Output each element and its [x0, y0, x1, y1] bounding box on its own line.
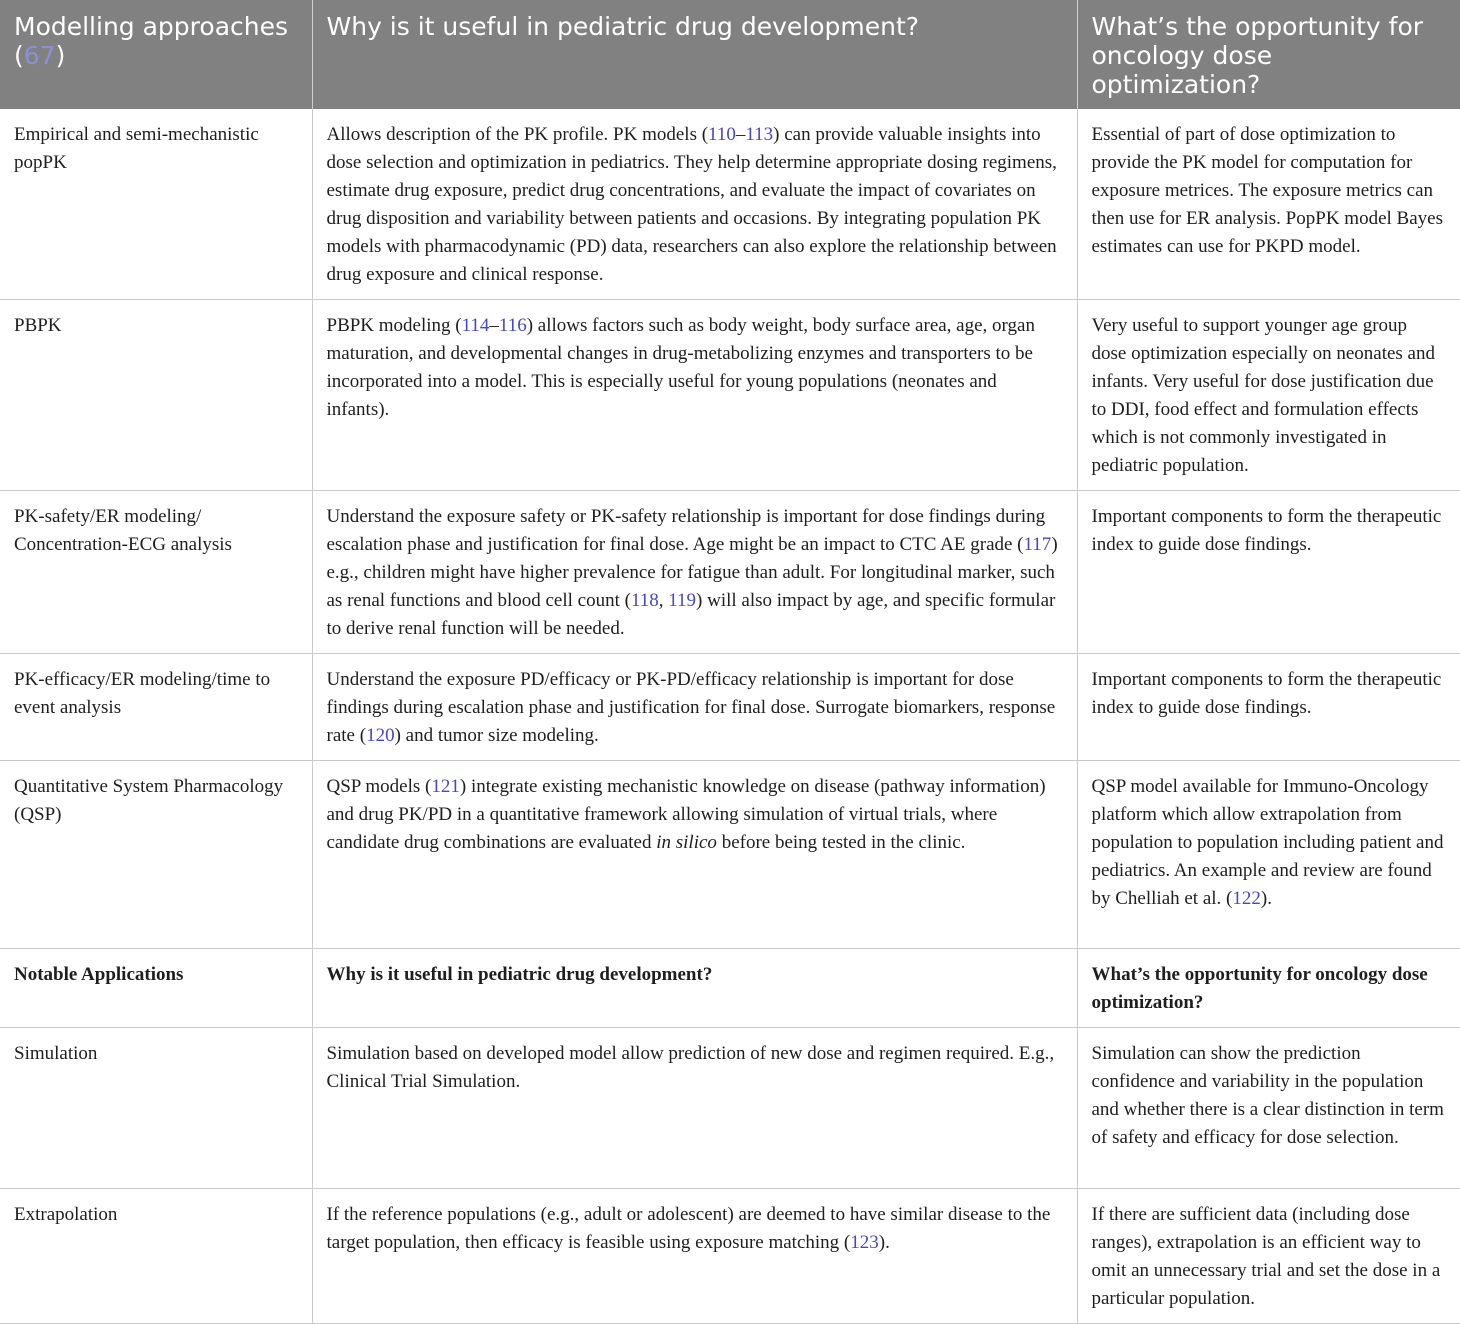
approach-cell: Empirical and semi-mechanistic popPK	[0, 109, 312, 300]
why-text: Allows description of the PK profile. PK models (	[326, 124, 709, 145]
ref-link[interactable]: 113	[745, 124, 774, 145]
approach-cell: PK-efficacy/ER modeling/time to event analysis	[0, 654, 312, 761]
ref-separator: ,	[658, 590, 669, 611]
why-text: ).	[878, 1232, 890, 1253]
why-text: ) will also impact by age, and specific formular to derive renal function will be needed.	[326, 590, 1056, 639]
ref-dash: –	[489, 315, 499, 336]
header-row	[0, 0, 1460, 109]
table-row	[0, 654, 1460, 761]
table-row	[0, 1028, 1460, 1189]
table-header	[0, 0, 1460, 109]
section-notable-applications: Notable Applications	[0, 949, 312, 1028]
why-italic-text: in silico	[656, 832, 717, 853]
why-cell	[312, 300, 1077, 491]
ref-link[interactable]: 114	[461, 315, 490, 336]
ref-link[interactable]: 123	[850, 1232, 879, 1253]
ref-link[interactable]: 121	[431, 776, 460, 797]
why-cell	[312, 654, 1077, 761]
opportunity-cell: Essential of part of dose optimization to provide the PK model for computation for exposure metrices. The exposure metrics can then use for ER analysis. PopPK model Bayes estimates can use for PKPD model.	[1077, 109, 1460, 300]
why-text: ) and tumor size modeling.	[394, 725, 599, 746]
header-col1-close: )	[55, 41, 66, 70]
why-cell	[312, 761, 1077, 949]
why-text: If the reference populations (e.g., adult or adolescent) are deemed to have similar disease to the target population, then efficacy is feasible using exposure matching (	[326, 1204, 1051, 1253]
why-text: Understand the exposure safety or PK-safety relationship is important for dose findings during escalation phase and justification for final dose. Age might be an impact to CTC AE grade (	[326, 506, 1046, 555]
ref-link[interactable]: 117	[1023, 534, 1052, 555]
why-text: ) allows factors such as body weight, body surface area, age, organ maturation, and developmental changes in drug-metabolizing enzymes and transporters to be incorporated into a model. This is especially useful for young populations (neonates and infants).	[326, 315, 1035, 420]
ref-link[interactable]: 116	[498, 315, 527, 336]
header-why-useful: Why is it useful in pediatric drug development?	[312, 0, 1077, 109]
table-row	[0, 1189, 1460, 1324]
why-text: ) can provide valuable insights into dose selection and optimization in pediatrics. They help determine appropriate dosing regimens, estimate drug exposure, predict drug concentrations, and evaluate the impact of covariates on drug disposition and variability between patients and occasions. By integrating population PK models with pharmacodynamic (PD) data, researchers can also explore the relationship between drug exposure and clinical response.	[326, 124, 1057, 285]
why-text: ) integrate existing mechanistic knowledge on disease (pathway information) and drug PK/PD in a quantitative framework allowing simulation of virtual trials, where candidate drug combinations are evaluated	[326, 776, 1046, 853]
ref-link[interactable]: 118	[630, 590, 659, 611]
why-text: ) e.g., children might have higher prevalence for fatigue than adult. For longitudinal marker, such as renal functions and blood cell count (	[326, 534, 1058, 611]
section-header-row	[0, 949, 1460, 1028]
approach-cell: Quantitative System Pharmacology (QSP)	[0, 761, 312, 949]
opportunity-text: ).	[1260, 888, 1272, 909]
opportunity-text: QSP model available for Immuno-Oncology platform which allow extrapolation from population to population including patient and pediatrics. An example and review are found by Chelliah et al. (	[1091, 776, 1444, 909]
opportunity-cell	[1077, 761, 1460, 949]
header-ref-link[interactable]: 67	[23, 41, 56, 70]
table-body	[0, 109, 1460, 1324]
table-row	[0, 109, 1460, 300]
opportunity-cell: Important components to form the therapeutic index to guide dose findings.	[1077, 654, 1460, 761]
why-text: QSP models (	[326, 776, 432, 797]
header-opportunity: What’s the opportunity for oncology dose optimization?	[1077, 0, 1460, 109]
header-col1-text: Modelling approaches (	[14, 12, 289, 70]
why-text: PBPK modeling (	[326, 315, 462, 336]
section-why-useful: Why is it useful in pediatric drug development?	[312, 949, 1077, 1028]
application-cell: Simulation	[0, 1028, 312, 1189]
opportunity-cell: Simulation can show the prediction confidence and variability in the population and whether there is a clear distinction in term of safety and efficacy for dose selection.	[1077, 1028, 1460, 1189]
why-text: before being tested in the clinic.	[716, 832, 966, 853]
why-text: Understand the exposure PD/efficacy or PK-PD/efficacy relationship is important for dose findings during escalation phase and justification for final dose. Surrogate biomarkers, response rate (	[326, 669, 1056, 746]
ref-link[interactable]: 119	[668, 590, 697, 611]
application-cell: Extrapolation	[0, 1189, 312, 1324]
approach-cell: PK-safety/ER modeling/ Concentration-ECG analysis	[0, 491, 312, 654]
section-opportunity: What’s the opportunity for oncology dose optimization?	[1077, 949, 1460, 1028]
ref-link[interactable]: 122	[1232, 888, 1261, 909]
ref-dash: –	[735, 124, 746, 145]
table-row	[0, 761, 1460, 949]
approach-cell: PBPK	[0, 300, 312, 491]
why-cell	[312, 1189, 1077, 1324]
opportunity-cell: Important components to form the therapeutic index to guide dose findings.	[1077, 491, 1460, 654]
header-modelling-approaches	[0, 0, 312, 109]
opportunity-cell: Very useful to support younger age group dose optimization especially on neonates and infants. Very useful for dose justification due to DDI, food effect and formulation effects which is not commonly investigated in pediatric population.	[1077, 300, 1460, 491]
why-cell: Simulation based on developed model allow prediction of new dose and regimen required. E.g., Clinical Trial Simulation.	[312, 1028, 1077, 1189]
why-cell	[312, 491, 1077, 654]
table-row	[0, 300, 1460, 491]
ref-link[interactable]: 110	[708, 124, 736, 145]
why-cell	[312, 109, 1077, 300]
ref-link[interactable]: 120	[366, 725, 395, 746]
opportunity-cell: If there are sufficient data (including dose ranges), extrapolation is an efficient way to omit an unnecessary trial and set the dose in a particular population.	[1077, 1189, 1460, 1324]
table-row	[0, 491, 1460, 654]
